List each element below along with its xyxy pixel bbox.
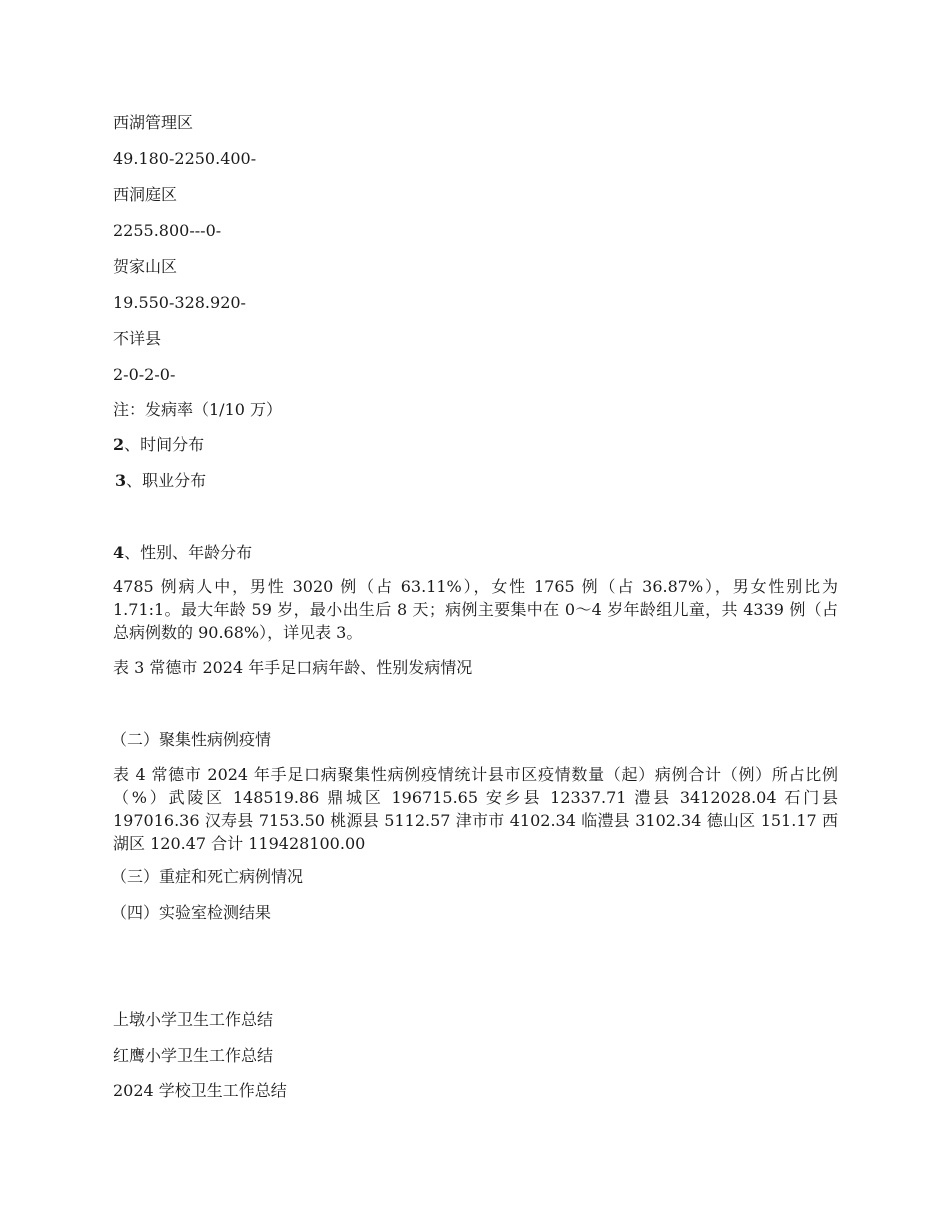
section-occupation-distribution: [115, 470, 206, 492]
section-title: 、时间分布: [124, 435, 205, 454]
region-name-hejiashan: 贺家山区: [113, 257, 178, 276]
region-name-xihu: 西湖管理区: [113, 113, 194, 132]
table3-caption: 表 3 常德市 2024 年手足口病年龄、性别发病情况: [113, 658, 473, 677]
related-link-hongying[interactable]: 红鹰小学卫生工作总结: [113, 1046, 274, 1065]
lab-heading: （四）实验室检测结果: [111, 903, 272, 922]
gender-age-paragraph: 4785 例病人中，男性 3020 例（占 63.11%），女性 1765 例（占 36.87%），男女性别比为 1.71:1。最大年龄 59 岁，最小出生后 8 天；病例主要集中在 0～4 岁年龄组儿童，共 4339 例（占总病例数的 90.68%），详见表 3。: [113, 577, 838, 642]
region-values-hejiashan: 19.550-328.920-: [113, 293, 246, 312]
region-name-unknown: 不详县: [113, 329, 162, 348]
related-link-school-health-2024[interactable]: 2024 学校卫生工作总结: [113, 1081, 287, 1100]
related-link-shangdun[interactable]: 上墩小学卫生工作总结: [113, 1010, 274, 1029]
section-number: 4: [113, 543, 125, 562]
section-number: 2: [113, 435, 125, 454]
section-gender-age-distribution: [113, 542, 252, 564]
region-values-xihu: 49.180-2250.400-: [113, 149, 257, 168]
section-title: 、性别、年龄分布: [124, 543, 253, 562]
cluster-heading: （二）聚集性病例疫情: [111, 730, 272, 749]
region-values-xidongting: 2255.800---0-: [113, 221, 222, 240]
section-time-distribution: [113, 434, 204, 456]
incidence-note: 注：发病率（1/10 万）: [113, 400, 283, 419]
table4-paragraph: 表 4 常德市 2024 年手足口病聚集性病例疫情统计县市区疫情数量（起）病例合计（例）所占比例（%）武陵区 148519.86 鼎城区 196715.65 安乡县 12337.71 澧县 3412028.04 石门县 197016.36 汉寿县 7153.50 桃源县 5112.57 津市市 4102.34 临澧县 3102.34 德山区 151.17 西湖区 120.47 合计 119428100.00: [113, 765, 838, 853]
region-values-unknown: 2-0-2-0-: [113, 365, 176, 384]
section-number: 3: [115, 471, 127, 490]
region-name-xidongting: 西洞庭区: [113, 185, 178, 204]
severe-heading: （三）重症和死亡病例情况: [111, 867, 304, 886]
section-title: 、职业分布: [126, 471, 207, 490]
